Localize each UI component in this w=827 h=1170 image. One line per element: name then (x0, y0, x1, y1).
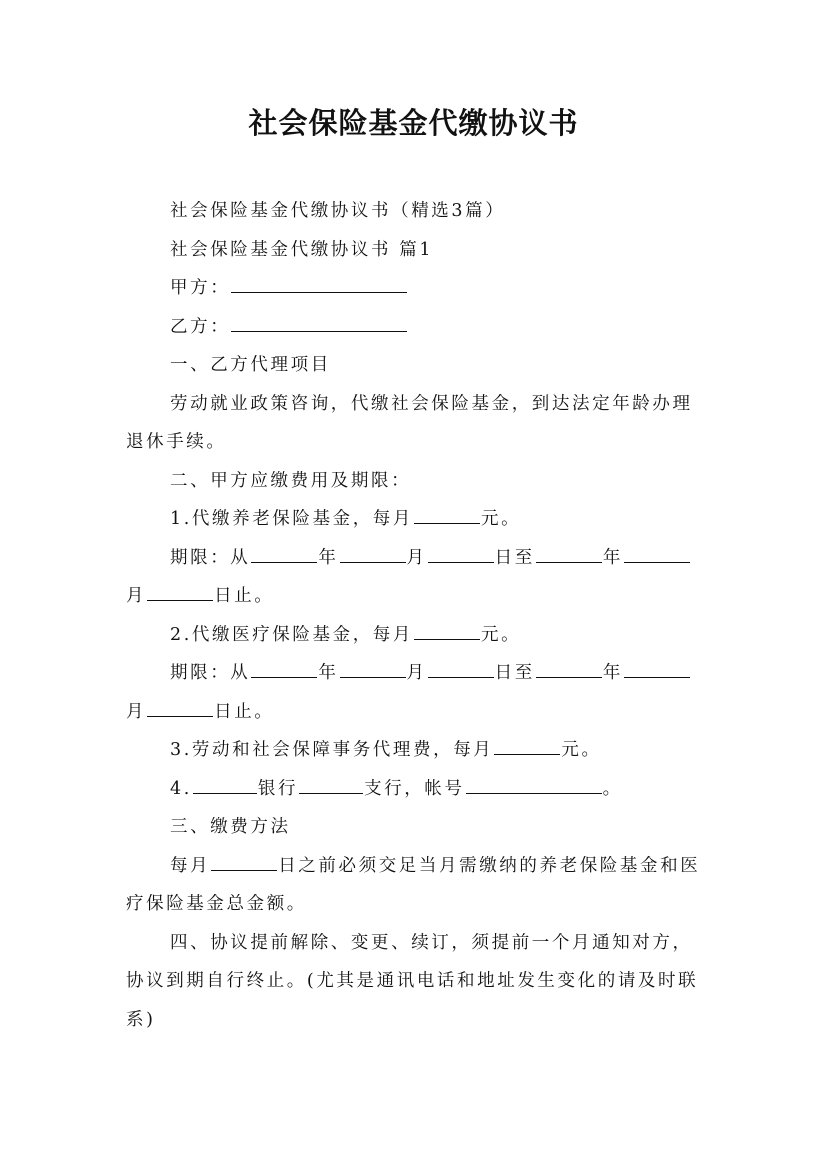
period-end-day-blank (147, 582, 213, 601)
period-start-day-blank (428, 543, 494, 562)
period2-end-year-blank (536, 659, 602, 678)
item1-period-line (126, 539, 702, 616)
period2-prefix: 期限：从 (170, 663, 251, 683)
period-month-label-2: 月 (126, 586, 147, 606)
period2-month-label: 月 (406, 663, 427, 683)
item2-period-line (126, 654, 702, 731)
period2-month-label-2: 月 (126, 701, 147, 722)
party-b-line (126, 308, 702, 347)
item2-line (126, 616, 702, 655)
part-heading: 社会保险基金代缴协议书 篇1 (170, 239, 434, 260)
period-end-year-blank (536, 543, 602, 562)
section1-body: 劳动就业政策咨询，代缴社会保险基金，到达法定年龄办理退休手续。 (126, 393, 693, 452)
item1-suffix: 元。 (481, 509, 522, 529)
item4-bank-label: 银行 (257, 778, 299, 799)
item2-amount-blank (414, 620, 480, 639)
section3-title: 三、缴费方法 (170, 817, 291, 837)
item4-line (126, 770, 702, 809)
section3-day-blank (211, 851, 277, 870)
document-title: 社会保险基金代缴协议书 (248, 106, 579, 140)
section3-prefix: 每月 (170, 855, 211, 876)
item1-amount-blank (414, 505, 480, 524)
item4-branch-label: 支行，帐号 (364, 778, 465, 799)
period2-day-to-label: 日至 (494, 663, 535, 683)
item1-prefix: 1.代缴养老保险基金，每月 (170, 509, 413, 529)
period2-year-label-2: 年 (602, 663, 623, 683)
period-start-year-blank (251, 543, 317, 562)
period-month-label: 月 (406, 547, 427, 568)
item3-line (126, 731, 702, 770)
period2-year-label: 年 (318, 663, 339, 683)
party-a-blank (231, 274, 407, 293)
item4-bank-blank (193, 774, 257, 793)
section3-body (126, 847, 702, 924)
item4-prefix: 4. (170, 778, 192, 799)
section2-title: 二、甲方应缴费用及期限： (170, 470, 412, 491)
item4-account-blank (466, 774, 602, 793)
period-year-label-2: 年 (602, 547, 623, 568)
section1-title: 一、乙方代理项目 (170, 355, 331, 375)
period-end-label: 日止。 (214, 586, 275, 606)
period2-end-label: 日止。 (214, 701, 275, 722)
party-b-blank (231, 312, 407, 331)
item3-prefix: 3.劳动和社会保障事务代理费，每月 (170, 740, 494, 760)
section4-body: 四、协议提前解除、变更、续订，须提前一个月通知对方，协议到期自行终止。(尤其是通讯电话和地址发生变化的请及时联系) (126, 932, 699, 1030)
period-start-month-blank (340, 543, 406, 562)
party-a-label: 甲方： (170, 278, 231, 298)
period-end-month-blank (624, 543, 690, 562)
period2-end-day-blank (147, 697, 213, 716)
party-a-line (126, 269, 702, 308)
period-year-label: 年 (318, 547, 339, 568)
document-body (126, 192, 702, 1039)
item2-prefix: 2.代缴医疗保险基金，每月 (170, 624, 413, 645)
period-prefix: 期限：从 (170, 547, 251, 568)
item3-suffix: 元。 (561, 740, 602, 760)
item2-suffix: 元。 (481, 624, 522, 645)
item1-line (126, 500, 702, 539)
period2-start-month-blank (340, 659, 406, 678)
period2-start-year-blank (251, 659, 317, 678)
period2-end-month-blank (624, 659, 690, 678)
period-day-to-label: 日至 (494, 547, 535, 568)
period2-start-day-blank (428, 659, 494, 678)
intro-line: 社会保险基金代缴协议书（精选3篇） (170, 201, 506, 221)
item4-branch-blank (299, 774, 363, 793)
item4-suffix: 。 (602, 778, 623, 799)
party-b-label: 乙方： (170, 316, 231, 337)
item3-amount-blank (494, 736, 560, 755)
section3-suffix: 日之前必须交足当月需缴纳的养老保险基金和医疗保险基金总金额。 (126, 855, 701, 914)
